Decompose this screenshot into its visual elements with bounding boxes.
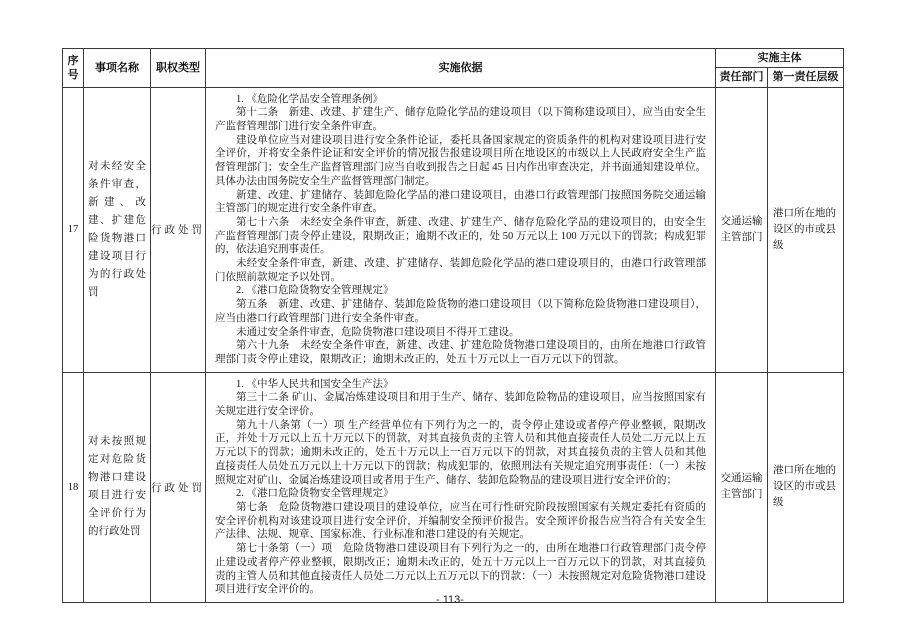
items-table	[62, 48, 844, 603]
row-responsible-dept: 交通运输主管部门	[716, 372, 768, 602]
row-item-name: 对未经安全条件审查，新建、改建、扩建危险货物港口建设项目行为的行政处罚	[84, 87, 151, 372]
header-row-1	[63, 49, 844, 68]
basis-paragraph: 第五条 新建、改建、扩建储存、装卸危险货物的港口建设项目（以下简称危险货物港口建设项目），应当由港口行政管理部门进行安全条件审查。	[215, 299, 706, 324]
basis-paragraph: 第七条 危险货物港口建设项目的建设单位，应当在可行性研究阶段按照国家有关规定委托有资质的安全评价机构对该建设项目进行安全评价，并编制安全预评价报告。安全预评价报告应当符合有关安全生产法律、法规、规章、国家标准、行业标准和港口建设的有关规定。	[215, 501, 706, 541]
row-first-level: 港口所在地的设区的市或县级	[768, 372, 844, 602]
basis-paragraph: 未经安全条件审查，新建、改建、扩建储存、装卸危险化学品的港口建设项目的，由港口行政管理部门依照前款规定予以处罚。	[215, 258, 706, 283]
row-responsible-dept: 交通运输主管部门	[716, 87, 768, 372]
basis-paragraph: 第十二条 新建、改建、扩建生产、储存危险化学品的建设项目（以下简称建设项目），应当由安全生产监督管理部门进行安全条件审查。	[215, 107, 706, 132]
basis-paragraph: 建设单位应当对建设项目进行安全条件论证，委托具备国家规定的资质条件的机构对建设项目进行安全评价，并将安全条件论证和安全评价的情况报告报建设项目所在地设区的市级以上人民政府安全生产监督管理部门；安全生产监督管理部门应当自收到报告之日起 45 日内作出审查决定，并书面通知建设单位。具体办法由国务院安全生产监督管理部门制定。	[215, 134, 706, 187]
row-first-level: 港口所在地的设区的市或县级	[768, 87, 844, 372]
row-item-name: 对未按照规定对危险货物港口建设项目进行安全评价行为的行政处罚	[84, 372, 151, 602]
row-basis	[206, 87, 716, 372]
header-subject-group: 实施主体	[716, 49, 844, 68]
basis-paragraph: 第七十条第（一）项 危险货物港口建设项目有下列行为之一的，由所在地港口行政管理部门责令停止建设或者停产停业整顿，限期改正；逾期未改正的，处五十万元以上一百万元以下的罚款，对其直接负责的主管人员和其他直接责任人员处二万元以上五万元以下的罚款：（一）未按照规定对危险货物港口建设项目进行安全评价的。	[215, 543, 706, 596]
page-number: - 113-	[436, 594, 464, 606]
basis-paragraph: 第三十二条 矿山、金属冶炼建设项目和用于生产、储存、装卸危险物品的建设项目，应当按照国家有关规定进行安全评价。	[215, 392, 706, 418]
basis-paragraph: 第六十九条 未经安全条件审查，新建、改建、扩建危险货物港口建设项目的，由所在地港口行政管理部门责令停止建设，限期改正；逾期未改正的，处五十万元以上一百万元以下的罚款。	[215, 340, 706, 365]
header-item-name: 事项名称	[84, 49, 151, 88]
header-authority-type: 职权类型	[151, 49, 206, 88]
basis-paragraph: 新建、改建、扩建储存、装卸危险化学品的港口建设项目，由港口行政管理部门按照国务院交通运输主管部门的规定进行安全条件审查。	[215, 189, 706, 215]
basis-paragraph: 第九十八条第（一）项 生产经营单位有下列行为之一的，责令停止建设或者停产停业整顿，限期改正，并处十万元以上五十万元以下的罚款，对其直接负责的主管人员和其他直接责任人员处二万元以上五万元以下的罚款；逾期未改正的，处五十万元以上一百万元以下的罚款，对其直接负责的主管人员和其他直接责任人员处五万元以上十万元以下的罚款；构成犯罪的，依照刑法有关规定追究刑事责任：（一）未按照规定对矿山、金属冶炼建设项目或者用于生产、储存、装卸危险物品的建设项目进行安全评价的；	[215, 419, 706, 486]
basis-paragraph: 2. 《港口危险货物安全管理规定》	[236, 488, 394, 500]
header-col-no: 序号	[63, 49, 84, 88]
basis-paragraphs	[215, 378, 706, 597]
header-basis: 实施依据	[206, 49, 716, 88]
table-row-18	[63, 372, 844, 602]
row-number: 18	[63, 372, 84, 602]
header-first-level: 第一责任层级	[768, 68, 844, 87]
row-number: 17	[63, 87, 84, 372]
basis-paragraphs	[215, 93, 706, 367]
basis-paragraph: 第七十六条 未经安全条件审查，新建、改建、扩建生产、储存危险化学品的建设项目的，由安全生产监督管理部门责令停止建设，限期改正；逾期不改正的，处 50 万元以上 100 万元以下的罚款；构成犯罪的，依法追究刑事责任。	[215, 216, 706, 256]
basis-paragraph: 1. 《危险化学品安全管理条例》	[236, 93, 383, 105]
header-responsible-dept: 责任部门	[716, 68, 768, 87]
table-row-17	[63, 87, 844, 372]
row-authority-type: 行政处罚	[151, 372, 206, 602]
basis-paragraph: 1. 《中华人民共和国安全生产法》	[236, 378, 394, 390]
basis-paragraph: 未通过安全条件审查，危险货物港口建设项目不得开工建设。	[236, 326, 520, 338]
row-authority-type: 行政处罚	[151, 87, 206, 372]
row-basis	[206, 372, 716, 602]
basis-paragraph: 2. 《港口危险货物安全管理规定》	[236, 285, 394, 297]
